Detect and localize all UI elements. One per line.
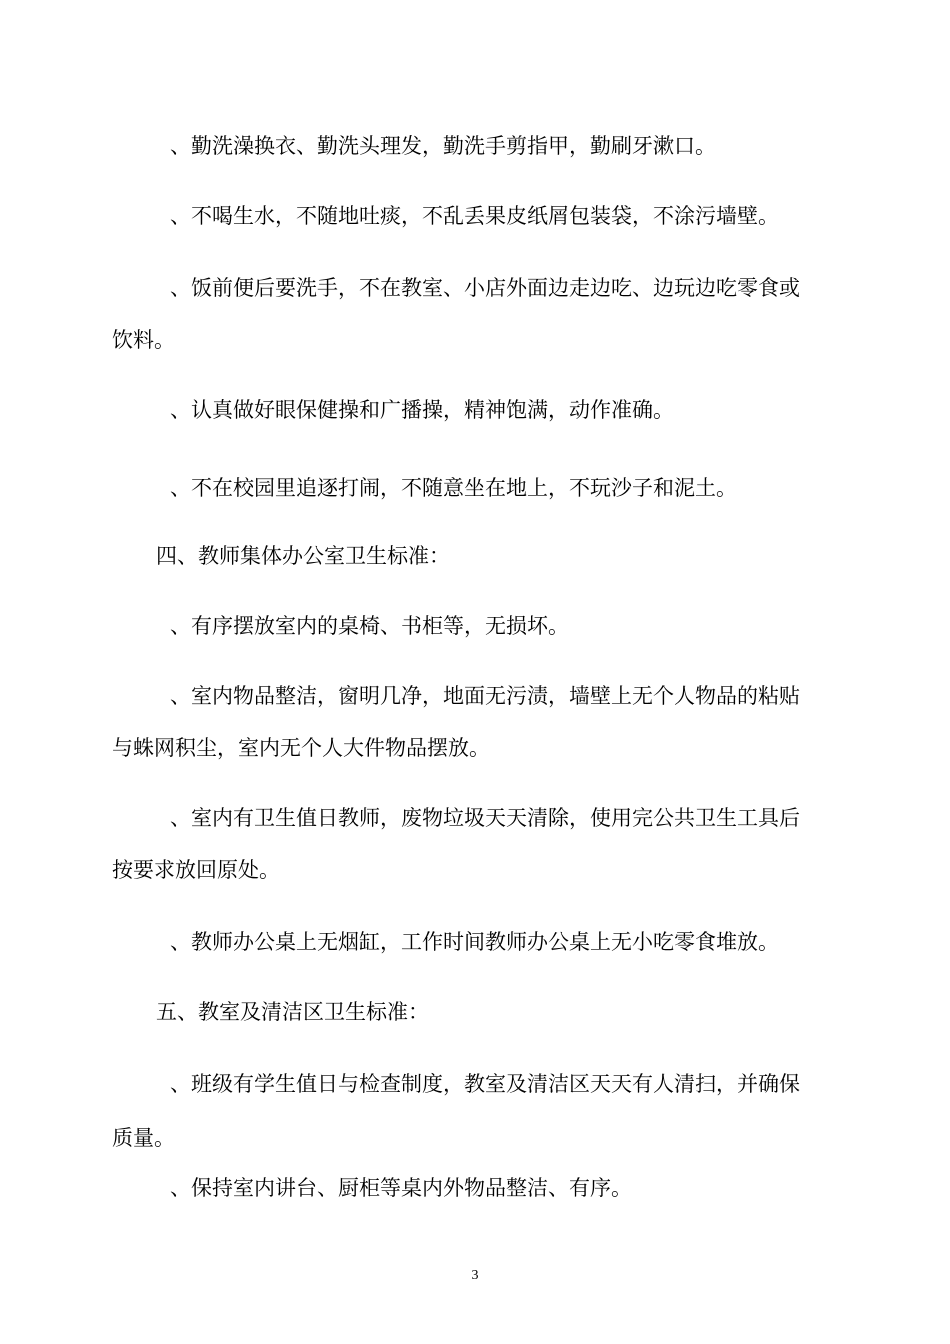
- paragraph-personal-hygiene: 、勤洗澡换衣、勤洗头理发，勤洗手剪指甲，勤刷牙漱口。: [170, 134, 716, 158]
- section-heading-teacher-office: 四、教师集体办公室卫生标准：: [156, 544, 450, 568]
- section-heading-classroom: 五、教室及清洁区卫生标准：: [156, 1000, 429, 1024]
- paragraph-no-ashtray: 、教师办公桌上无烟缸，工作时间教师办公桌上无小吃零食堆放。: [170, 930, 779, 954]
- paragraph-clean-items-line1: 、室内物品整洁，窗明几净，地面无污渍，墙壁上无个人物品的粘贴: [170, 684, 800, 708]
- paragraph-student-duty-line2: 质量。: [112, 1126, 175, 1150]
- paragraph-keep-tidy: 、保持室内讲台、厨柜等桌内外物品整洁、有序。: [170, 1176, 632, 1200]
- paragraph-wash-hands-line2: 饮料。: [112, 328, 175, 352]
- paragraph-duty-teacher-line1: 、室内有卫生值日教师，废物垃圾天天清除，使用完公共卫生工具后: [170, 806, 800, 830]
- paragraph-eye-exercises: 、认真做好眼保健操和广播操，精神饱满，动作准确。: [170, 398, 674, 422]
- paragraph-wash-hands-line1: 、饭前便后要洗手，不在教室、小店外面边走边吃、边玩边吃零食或: [170, 276, 800, 300]
- paragraph-duty-teacher-line2: 按要求放回原处。: [112, 858, 280, 882]
- paragraph-student-duty-line1: 、班级有学生值日与检查制度，教室及清洁区天天有人清扫，并确保: [170, 1072, 800, 1096]
- paragraph-clean-items-line2: 与蛛网积尘，室内无个人大件物品摆放。: [112, 736, 490, 760]
- paragraph-no-spitting: 、不喝生水，不随地吐痰，不乱丢果皮纸屑包装袋，不涂污墙壁。: [170, 204, 779, 228]
- paragraph-orderly-furniture: 、有序摆放室内的桌椅、书柜等，无损坏。: [170, 614, 569, 638]
- page-number: 3: [471, 1268, 479, 1283]
- paragraph-no-chasing: 、不在校园里追逐打闹，不随意坐在地上，不玩沙子和泥土。: [170, 476, 737, 500]
